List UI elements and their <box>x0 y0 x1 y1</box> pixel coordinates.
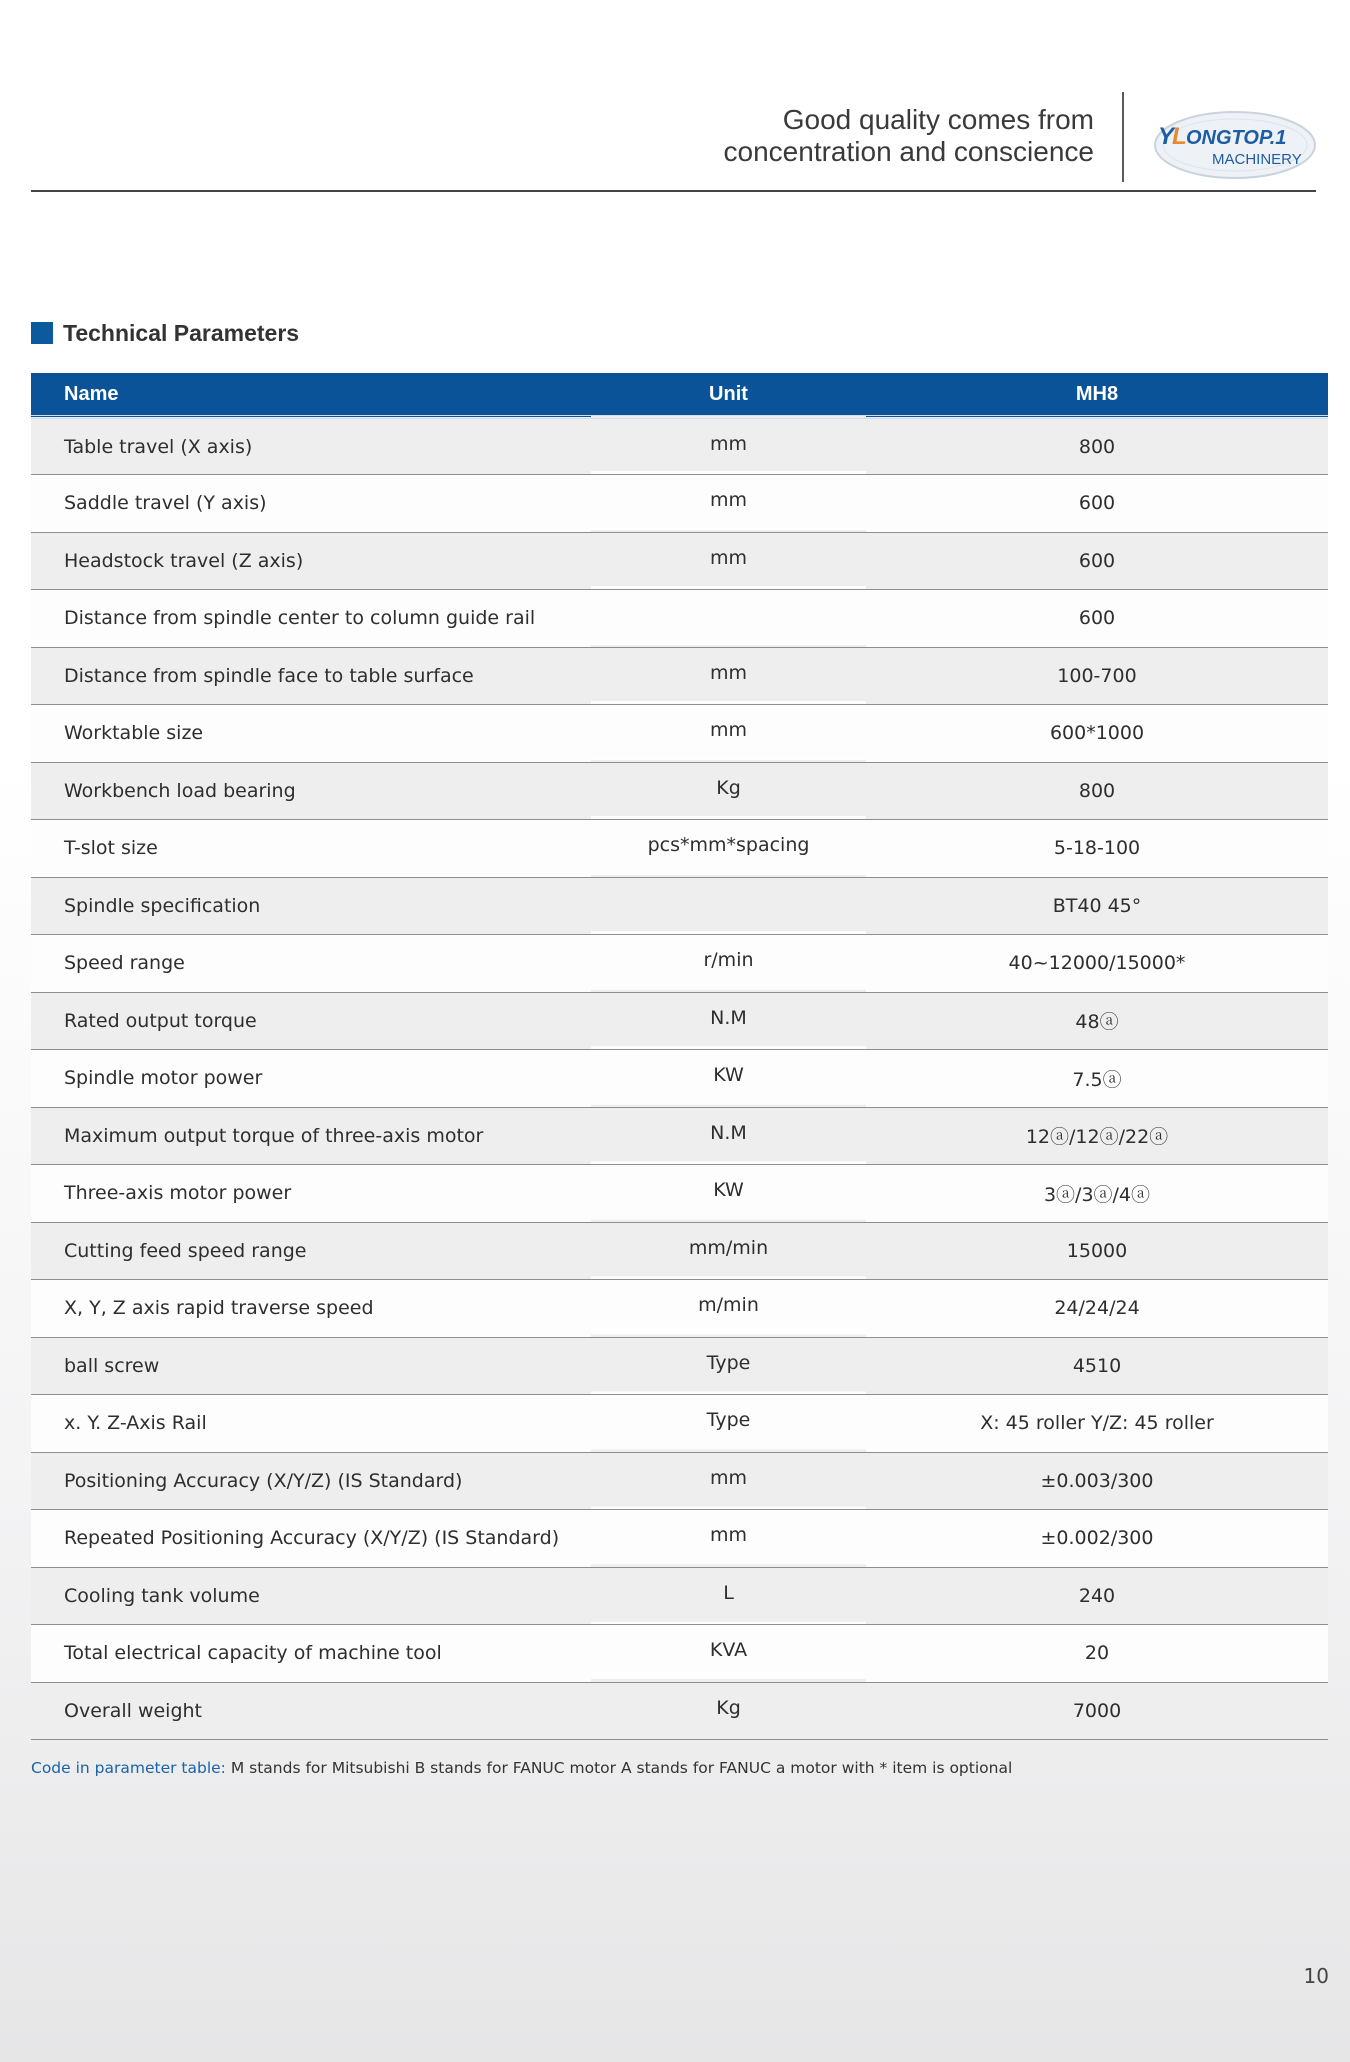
svg-text:Y: Y <box>1158 123 1175 150</box>
table-row <box>31 1567 1328 1625</box>
param-value: ±0.002/300 <box>866 1510 1328 1568</box>
param-value: 3ⓐ/3ⓐ/4ⓐ <box>866 1165 1328 1223</box>
table-row <box>31 1625 1328 1683</box>
table-row <box>31 590 1328 648</box>
param-name: Spindle motor power <box>31 1050 591 1108</box>
table-row <box>31 1510 1328 1568</box>
param-value: 24/24/24 <box>866 1280 1328 1338</box>
param-name: ball screw <box>31 1337 591 1395</box>
param-unit <box>591 587 866 645</box>
param-unit: r/min <box>591 932 866 990</box>
param-unit: m/min <box>591 1277 866 1335</box>
table-row <box>31 1395 1328 1453</box>
param-value: 800 <box>866 417 1328 475</box>
param-name: Three-axis motor power <box>31 1165 591 1223</box>
header-name: Name <box>31 373 591 417</box>
footnote-label: Code in parameter table: <box>31 1759 226 1777</box>
logo-sub-text: MACHINERY <box>1212 151 1302 168</box>
param-name: Total electrical capacity of machine tool <box>31 1625 591 1683</box>
param-unit: mm <box>591 1507 866 1565</box>
table-row <box>31 417 1328 475</box>
section-square-icon <box>31 322 53 344</box>
section-heading <box>31 318 299 348</box>
param-value: 600*1000 <box>866 705 1328 763</box>
page-number: 10 <box>1303 1964 1329 1988</box>
param-value: 15000 <box>866 1222 1328 1280</box>
table-row <box>31 475 1328 533</box>
param-unit: Type <box>591 1392 866 1450</box>
header-model: MH8 <box>866 373 1328 417</box>
param-unit: L <box>591 1564 866 1622</box>
technical-parameters-table <box>31 373 1328 1740</box>
footnote-text: M stands for Mitsubishi B stands for FANUC motor A stands for FANUC a motor with * item is optional <box>225 1759 1013 1777</box>
tagline-line-1: Good quality comes from <box>782 104 1094 135</box>
table-row <box>31 992 1328 1050</box>
param-name: Overall weight <box>31 1682 591 1740</box>
param-name: Saddle travel (Y axis) <box>31 475 591 533</box>
param-unit: Kg <box>591 759 866 817</box>
table-row <box>31 1050 1328 1108</box>
table-row <box>31 1222 1328 1280</box>
param-name: Rated output torque <box>31 992 591 1050</box>
table-row <box>31 1165 1328 1223</box>
header-divider <box>1122 92 1124 182</box>
param-value: 600 <box>866 475 1328 533</box>
param-unit: N.M <box>591 989 866 1047</box>
param-value: 100-700 <box>866 647 1328 705</box>
table-row <box>31 1452 1328 1510</box>
table-row <box>31 705 1328 763</box>
param-value: 600 <box>866 590 1328 648</box>
param-name: Table travel (X axis) <box>31 417 591 475</box>
table-row <box>31 1107 1328 1165</box>
param-name: Positioning Accuracy (X/Y/Z) (IS Standard) <box>31 1452 591 1510</box>
logo-brand-text: ONGTOP.1 <box>1186 127 1287 149</box>
param-unit: KW <box>591 1047 866 1105</box>
param-name: Worktable size <box>31 705 591 763</box>
param-value: 48ⓐ <box>866 992 1328 1050</box>
table-row <box>31 820 1328 878</box>
company-logo <box>1152 108 1318 182</box>
param-unit: mm/min <box>591 1219 866 1277</box>
table-row <box>31 1337 1328 1395</box>
param-name: T-slot size <box>31 820 591 878</box>
param-unit: mm <box>591 529 866 587</box>
header-rule <box>31 190 1316 192</box>
param-name: Speed range <box>31 935 591 993</box>
param-value: 7.5ⓐ <box>866 1050 1328 1108</box>
param-name: Workbench load bearing <box>31 762 591 820</box>
param-name: x. Y. Z-Axis Rail <box>31 1395 591 1453</box>
param-value: 600 <box>866 532 1328 590</box>
param-name: Distance from spindle face to table surface <box>31 647 591 705</box>
param-unit: mm <box>591 414 866 472</box>
param-name: Distance from spindle center to column guide rail <box>31 590 591 648</box>
table-row <box>31 532 1328 590</box>
param-name: Cutting feed speed range <box>31 1222 591 1280</box>
param-unit: mm <box>591 644 866 702</box>
param-value: 800 <box>866 762 1328 820</box>
param-value: BT40 45° <box>866 877 1328 935</box>
param-value: 7000 <box>866 1682 1328 1740</box>
tagline-line-2: concentration and conscience <box>723 136 1094 167</box>
header-tagline <box>724 104 1094 168</box>
param-value: 5-18-100 <box>866 820 1328 878</box>
section-title: Technical Parameters <box>63 319 300 346</box>
param-value: 20 <box>866 1625 1328 1683</box>
table-header-row <box>31 373 1328 417</box>
param-name: Maximum output torque of three-axis motor <box>31 1107 591 1165</box>
table-row <box>31 762 1328 820</box>
param-unit: pcs*mm*spacing <box>591 817 866 875</box>
param-value: ±0.003/300 <box>866 1452 1328 1510</box>
param-unit: Kg <box>591 1679 866 1737</box>
param-value: 40~12000/15000* <box>866 935 1328 993</box>
table-row <box>31 935 1328 993</box>
param-unit: N.M <box>591 1104 866 1162</box>
param-unit: KW <box>591 1162 866 1220</box>
param-unit: mm <box>591 472 866 530</box>
param-name: Headstock travel (Z axis) <box>31 532 591 590</box>
table-row <box>31 647 1328 705</box>
param-value: 4510 <box>866 1337 1328 1395</box>
table-row <box>31 1682 1328 1740</box>
footnote <box>31 1759 1012 1777</box>
param-unit: mm <box>591 1449 866 1507</box>
param-unit: KVA <box>591 1622 866 1680</box>
table-row <box>31 1280 1328 1338</box>
param-name: Spindle specification <box>31 877 591 935</box>
param-value: 240 <box>866 1567 1328 1625</box>
param-name: Repeated Positioning Accuracy (X/Y/Z) (IS Standard) <box>31 1510 591 1568</box>
header-unit: Unit <box>591 373 866 417</box>
svg-text:L: L <box>1172 123 1187 150</box>
param-name: Cooling tank volume <box>31 1567 591 1625</box>
param-value: 12ⓐ/12ⓐ/22ⓐ <box>866 1107 1328 1165</box>
param-unit <box>591 874 866 932</box>
param-unit: mm <box>591 702 866 760</box>
table-row <box>31 877 1328 935</box>
param-unit: Type <box>591 1334 866 1392</box>
param-value: X: 45 roller Y/Z: 45 roller <box>866 1395 1328 1453</box>
param-name: X, Y, Z axis rapid traverse speed <box>31 1280 591 1338</box>
